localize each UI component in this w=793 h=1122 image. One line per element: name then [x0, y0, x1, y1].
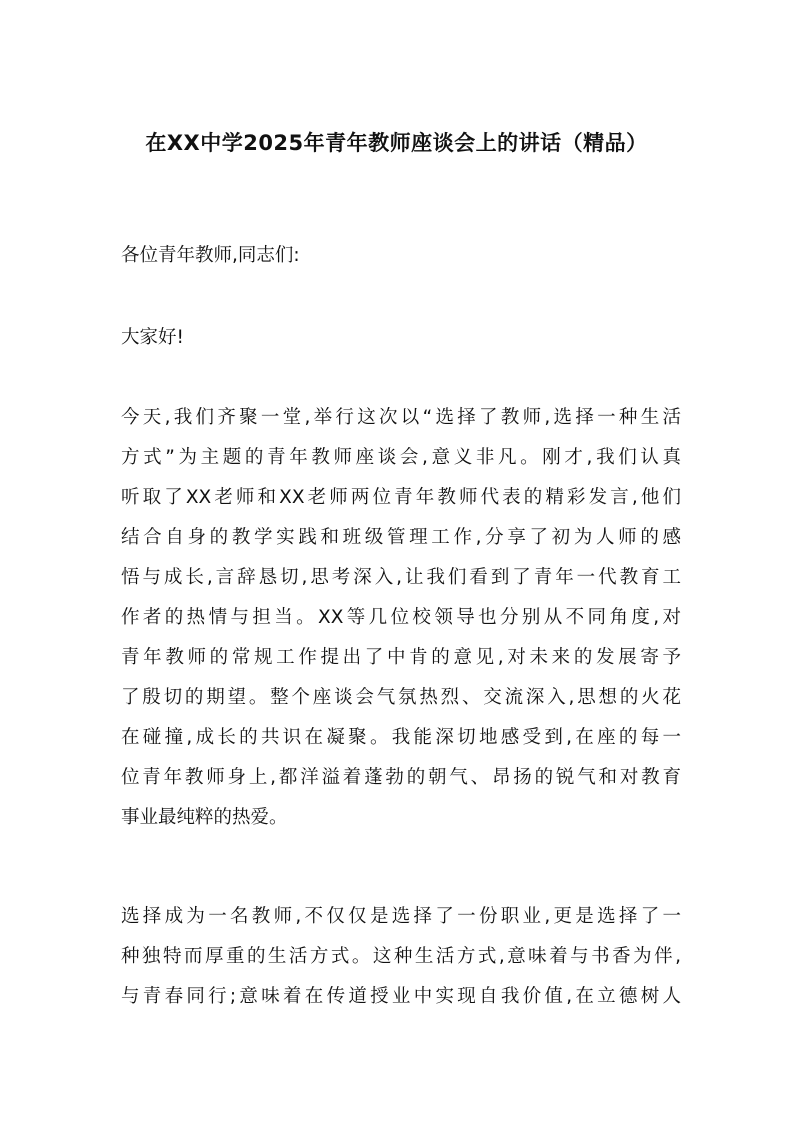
paragraph-line: 方式”为主题的青年教师座谈会,意义非凡。刚才,我们认真 [121, 447, 681, 468]
paragraph-line: 了殷切的期望。整个座谈会气氛热烈、交流深入,思想的火花 [121, 687, 681, 708]
paragraph-line: 在碰撞,成长的共识在凝聚。我能深切地感受到,在座的每一 [121, 727, 681, 748]
opening-text: 大家好! [121, 327, 184, 348]
paragraph-2 [121, 897, 681, 1017]
opening-line [121, 318, 681, 358]
document-title: 在XX中学2025年青年教师座谈会上的讲话（精品） [145, 131, 648, 155]
paragraph-1 [121, 398, 681, 838]
paragraph-line: 事业最纯粹的热爱。 [121, 807, 288, 828]
paragraph-line: 作者的热情与担当。XX等几位校领导也分别从不同角度,对 [121, 607, 681, 628]
paragraph-line: 种独特而厚重的生活方式。这种生活方式,意味着与书香为伴, [121, 946, 681, 967]
paragraph-line: 听取了XX老师和XX老师两位青年教师代表的精彩发言,他们 [121, 487, 681, 508]
paragraph-line: 青年教师的常规工作提出了中肯的意见,对未来的发展寄予 [121, 647, 681, 668]
paragraph-line: 与青春同行;意味着在传道授业中实现自我价值,在立德树人 [121, 986, 681, 1007]
paragraph-line: 今天,我们齐聚一堂,举行这次以“选择了教师,选择一种生活 [121, 407, 681, 428]
paragraph-line: 位青年教师身上,都洋溢着蓬勃的朝气、昂扬的锐气和对教育 [121, 767, 681, 788]
paragraph-line: 选择成为一名教师,不仅仅是选择了一份职业,更是选择了一 [121, 906, 681, 927]
paragraph-line: 悟与成长,言辞恳切,思考深入,让我们看到了青年一代教育工 [121, 567, 681, 588]
greeting-line [121, 236, 681, 276]
greeting-text: 各位青年教师,同志们: [121, 245, 300, 266]
paragraph-line: 结合自身的教学实践和班级管理工作,分享了初为人师的感 [121, 527, 681, 548]
